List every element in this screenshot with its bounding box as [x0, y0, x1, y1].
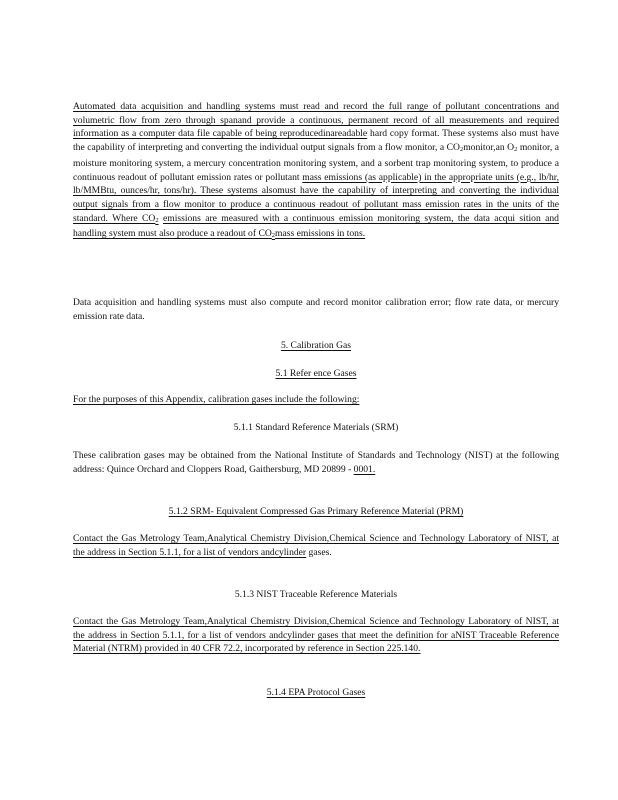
underlined-text: For the purposes of this Appendix, calibration gases include the following: — [73, 394, 360, 405]
underlined-text: mass emissions in tons. — [275, 228, 366, 240]
heading-ntrm: 5.1.3 NIST Traceable Reference Materials — [234, 589, 398, 600]
body-text: These calibration gases may be obtained from the National Institute of Standards and Technology (NIST) at the following address: Quince Orchard and Cloppers Road, Gaithersburg, MD 20899 - — [73, 450, 559, 475]
paragraph-purposes — [73, 393, 559, 407]
body-text: monitor, a moisture monitoring system, a mercury concentration monitoring system, and a sorbent trap monitoring system, to produce a continuous readout of pollutant emission rates or pollutant — [73, 142, 559, 183]
body-text: monitor,an O — [463, 142, 515, 154]
subscript: 2 — [459, 146, 464, 154]
underlined-text: Automated data acquisition and handling systems must read and record the full range of pollutant concentrations and volumetric flow from zero through spanand provide a continuous, permanent record of all measurements and required information as a computer data file capable of being reproducedinareadable — [73, 101, 559, 140]
heading-epa-protocol — [73, 686, 559, 699]
subscript: 2 — [514, 146, 518, 154]
paragraph-daq-compute: Data acquisition and handling systems must also compute and record monitor calibration error; flow rate data, or mercury emission rate data. — [73, 297, 559, 322]
paragraph-srm — [73, 449, 559, 476]
underlined-text: Contact the Gas Metrology Team,Analytical Chemistry Division,Chemical Science and Technology Laboratory of NIST, at the address in Section 5.1.1, for a list of vendors andcylinder — [73, 533, 559, 558]
heading-text: 5. Calibration Gas — [280, 340, 352, 351]
underlined-text: 0001. — [353, 463, 376, 475]
heading-text: 5.1 Refer ence Gases — [275, 368, 357, 379]
body-text: hard copy format. These systems also must have the capability of interpreting and converting the individual output signals from a flow monitor, a CO — [73, 128, 559, 154]
underlined-text: mass emissions (as applicable) in the appropriate units (e.g., lb/hr, lb/MMBtu, ounces/hr, tons/hr). These systems alsomust have the capability of interpreting and converting the individual output signals from a flow monitor to produce a continuous readout of pollutant mass emission rates in the units of the standard. Where CO — [73, 171, 559, 224]
paragraph-daq-requirements — [73, 100, 559, 243]
heading-prm — [73, 505, 559, 518]
underlined-text: emissions are measured with a continuous emission monitoring system, the data acqui sition and handling system must also produce a readout of CO — [73, 212, 559, 240]
paragraph-prm — [73, 532, 559, 559]
heading-text: 5.1.2 SRM- Equivalent Compressed Gas Primary Reference Material (PRM) — [168, 506, 464, 517]
subscript: 2 — [271, 232, 276, 240]
body-text: gases. — [306, 546, 332, 558]
paragraph-ntrm — [73, 615, 559, 656]
heading-text: 5.1.4 EPA Protocol Gases — [266, 687, 366, 698]
heading-reference-gases — [73, 367, 559, 380]
underlined-text: Contact the Gas Metrology Team,Analytical Chemistry Division,Chemical Science and Technology Laboratory of NIST, at the address in Section 5.1.1, for a list of vendors andcylinder gases that meet the definition for aNIST Traceable Reference Material (NTRM) provided in 40 CFR 72.2, incorporated by reference in Section 225.140. — [73, 616, 559, 655]
heading-srm: 5.1.1 Standard Reference Materials (SRM) — [233, 422, 399, 433]
subscript: 2 — [155, 216, 159, 224]
heading-calibration-gas — [73, 339, 559, 352]
